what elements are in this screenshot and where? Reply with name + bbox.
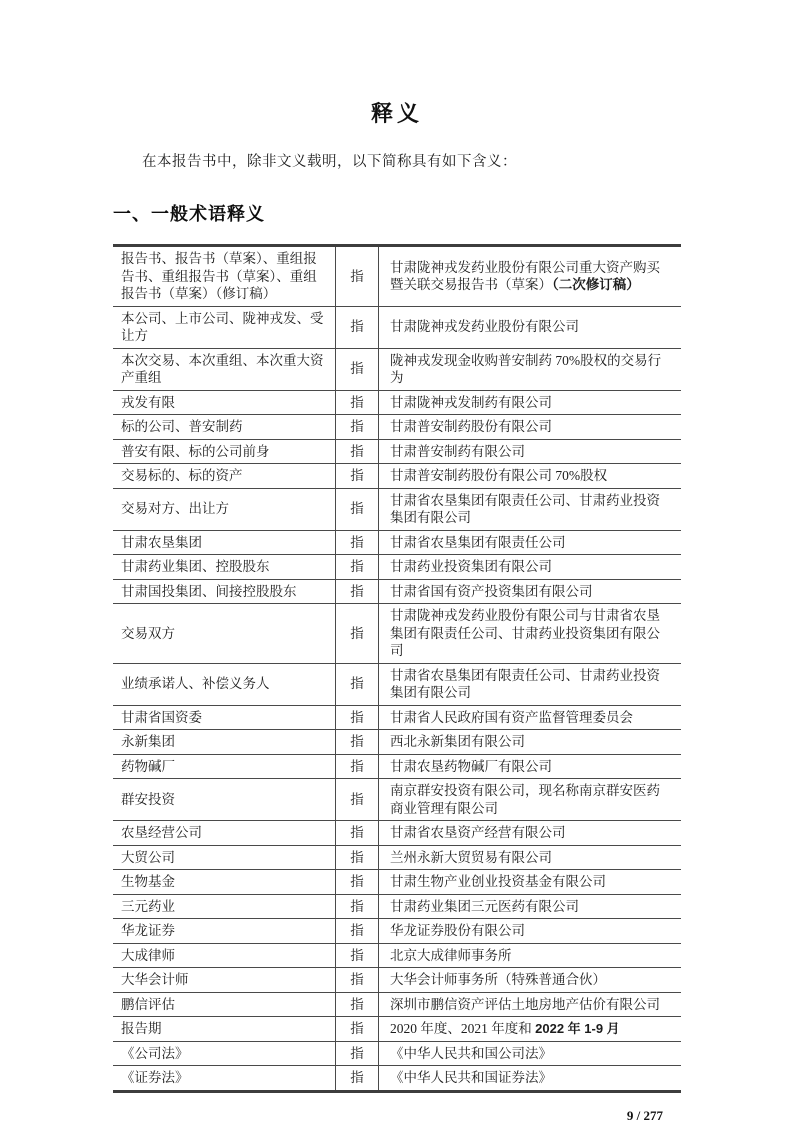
definition-segment: 甘肃陇神戎发药业股份有限公司重大资产购买暨关联交易报告书（草案） (390, 259, 660, 293)
term-cell: 大华会计师 (113, 968, 336, 993)
definition-cell (379, 415, 682, 440)
definitions-table (113, 244, 681, 1093)
indicator-cell: 指 (336, 464, 379, 489)
table-row (113, 530, 681, 555)
term-cell: 生物基金 (113, 870, 336, 895)
term-cell: 三元药业 (113, 894, 336, 919)
table-row (113, 464, 681, 489)
term-cell: 甘肃农垦集团 (113, 530, 336, 555)
term-cell: 甘肃药业集团、控股股东 (113, 555, 336, 580)
indicator-cell: 指 (336, 1041, 379, 1066)
definition-cell (379, 1017, 682, 1042)
table-row (113, 1066, 681, 1092)
term-cell: 报告书、报告书（草案）、重组报告书、重组报告书（草案）、重组报告书（草案）（修订稿） (113, 246, 336, 307)
indicator-cell: 指 (336, 348, 379, 390)
definition-segment-bold: 2022 年 1-9 月 (535, 1021, 620, 1036)
definition-cell (379, 663, 682, 705)
term-cell: 本次交易、本次重组、本次重大资产重组 (113, 348, 336, 390)
indicator-cell: 指 (336, 604, 379, 664)
table-row (113, 754, 681, 779)
indicator-cell: 指 (336, 754, 379, 779)
definition-cell (379, 555, 682, 580)
definition-cell (379, 464, 682, 489)
definition-cell (379, 870, 682, 895)
definition-segment: 南京群安投资有限公司，现名称南京群安医药商业管理有限公司 (390, 783, 660, 816)
definition-segment: 甘肃生物产业创业投资基金有限公司 (390, 874, 606, 889)
table-row (113, 604, 681, 664)
term-cell: 《公司法》 (113, 1041, 336, 1066)
definition-segment: 深圳市鹏信资产评估土地房地产估价有限公司 (390, 996, 660, 1012)
indicator-cell: 指 (336, 439, 379, 464)
definition-cell (379, 530, 682, 555)
term-cell: 标的公司、普安制药 (113, 415, 336, 440)
term-cell: 普安有限、标的公司前身 (113, 439, 336, 464)
definition-segment: 甘肃省农垦集团有限责任公司、甘肃药业投资集团有限公司 (390, 667, 660, 700)
definition-segment: 北京大成律师事务所 (390, 947, 512, 963)
indicator-cell: 指 (336, 870, 379, 895)
definition-cell (379, 488, 682, 530)
table-row (113, 555, 681, 580)
section-heading: 一、一般术语释义 (113, 204, 265, 224)
table-row (113, 968, 681, 993)
definition-segment: 西北永新集团有限公司 (390, 734, 525, 749)
definition-cell (379, 1041, 682, 1066)
definition-cell (379, 705, 682, 730)
indicator-cell: 指 (336, 1066, 379, 1092)
definition-cell (379, 754, 682, 779)
table-row (113, 943, 681, 968)
term-cell: 交易标的、标的资产 (113, 464, 336, 489)
indicator-cell: 指 (336, 415, 379, 440)
table-row (113, 439, 681, 464)
table-row (113, 579, 681, 604)
definition-segment: 《中华人民共和国证券法》 (390, 1070, 552, 1085)
term-cell: 永新集团 (113, 730, 336, 755)
definition-segment: 甘肃省农垦集团有限责任公司、甘肃药业投资集团有限公司 (390, 492, 660, 525)
definition-segment: 甘肃陇神戎发药业股份有限公司 (390, 319, 579, 335)
definition-cell (379, 604, 682, 664)
table-row (113, 845, 681, 870)
definition-cell (379, 730, 682, 755)
page-number: 9 / 277 (626, 1107, 663, 1122)
indicator-cell: 指 (336, 968, 379, 993)
definition-segment: 兰州永新大贸贸易有限公司 (390, 849, 552, 865)
term-cell: 鹏信评估 (113, 992, 336, 1017)
term-cell: 农垦经营公司 (113, 821, 336, 846)
indicator-cell: 指 (336, 943, 379, 968)
indicator-cell: 指 (336, 530, 379, 555)
table-row (113, 870, 681, 895)
intro-paragraph: 在本报告书中，除非文义载明，以下简称具有如下含义： (142, 154, 517, 170)
term-cell: 群安投资 (113, 779, 336, 821)
term-cell: 《证券法》 (113, 1066, 336, 1092)
definition-segment: 甘肃普安制药有限公司 (390, 443, 525, 459)
definition-cell (379, 390, 682, 415)
term-cell: 药物碱厂 (113, 754, 336, 779)
definitions-table-body (113, 246, 681, 1092)
indicator-cell: 指 (336, 992, 379, 1017)
indicator-cell: 指 (336, 663, 379, 705)
definition-cell (379, 894, 682, 919)
table-row (113, 663, 681, 705)
term-cell: 交易对方、出让方 (113, 488, 336, 530)
definition-cell (379, 306, 682, 348)
table-row (113, 415, 681, 440)
definition-segment: 甘肃普安制药股份有限公司 (390, 419, 552, 434)
table-row (113, 894, 681, 919)
term-cell: 戎发有限 (113, 390, 336, 415)
term-cell: 甘肃省国资委 (113, 705, 336, 730)
definition-cell (379, 348, 682, 390)
definition-segment-bold: （二次修订稿） (552, 277, 640, 293)
indicator-cell: 指 (336, 779, 379, 821)
table-row (113, 779, 681, 821)
definition-segment: 甘肃药业集团三元医药有限公司 (390, 898, 579, 914)
definition-cell (379, 992, 682, 1017)
definition-segment: 甘肃陇神戎发制药有限公司 (390, 394, 552, 410)
table-row (113, 348, 681, 390)
definition-segment: 甘肃普安制药股份有限公司 70%股权 (390, 468, 608, 483)
indicator-cell: 指 (336, 579, 379, 604)
page-title: 释义 (370, 101, 423, 126)
definition-segment: 大华会计师事务所（特殊普通合伙） (390, 972, 606, 987)
indicator-cell: 指 (336, 390, 379, 415)
definition-segment: 甘肃省农垦资产经营有限公司 (390, 825, 566, 840)
definition-segment: 陇神戎发现金收购普安制药 70%股权的交易行为 (390, 352, 662, 385)
table-row (113, 730, 681, 755)
term-cell: 大贸公司 (113, 845, 336, 870)
definition-segment: 《中华人民共和国公司法》 (390, 1045, 552, 1061)
definition-cell (379, 246, 682, 307)
indicator-cell: 指 (336, 246, 379, 307)
table-row (113, 488, 681, 530)
indicator-cell: 指 (336, 730, 379, 755)
term-cell: 华龙证券 (113, 919, 336, 944)
definition-cell (379, 821, 682, 846)
table-row (113, 390, 681, 415)
table-row (113, 705, 681, 730)
indicator-cell: 指 (336, 488, 379, 530)
table-row (113, 1041, 681, 1066)
term-cell: 业绩承诺人、补偿义务人 (113, 663, 336, 705)
indicator-cell: 指 (336, 919, 379, 944)
term-cell: 交易双方 (113, 604, 336, 664)
term-cell: 报告期 (113, 1017, 336, 1042)
indicator-cell: 指 (336, 306, 379, 348)
definition-segment: 甘肃农垦药物碱厂有限公司 (390, 758, 552, 774)
definition-cell (379, 845, 682, 870)
definition-cell (379, 439, 682, 464)
term-cell: 大成律师 (113, 943, 336, 968)
definition-segment: 甘肃陇神戎发药业股份有限公司与甘肃省农垦集团有限责任公司、甘肃药业投资集团有限公司 (390, 608, 660, 658)
definition-cell (379, 779, 682, 821)
definition-cell (379, 919, 682, 944)
definition-segment: 华龙证券股份有限公司 (390, 923, 525, 938)
indicator-cell: 指 (336, 821, 379, 846)
indicator-cell: 指 (336, 845, 379, 870)
definition-segment: 甘肃省农垦集团有限责任公司 (390, 534, 566, 550)
table-row (113, 919, 681, 944)
definition-cell (379, 579, 682, 604)
definition-segment: 2020 年度、2021 年度和 (390, 1021, 536, 1036)
table-row (113, 821, 681, 846)
indicator-cell: 指 (336, 894, 379, 919)
indicator-cell: 指 (336, 1017, 379, 1042)
indicator-cell: 指 (336, 705, 379, 730)
table-row (113, 1017, 681, 1042)
definition-segment: 甘肃省人民政府国有资产监督管理委员会 (390, 709, 633, 725)
definition-cell (379, 968, 682, 993)
definition-segment: 甘肃药业投资集团有限公司 (390, 559, 552, 574)
table-row (113, 306, 681, 348)
term-cell: 本公司、上市公司、陇神戎发、受让方 (113, 306, 336, 348)
definition-cell (379, 1066, 682, 1092)
definition-cell (379, 943, 682, 968)
term-cell: 甘肃国投集团、间接控股股东 (113, 579, 336, 604)
definition-segment: 甘肃省国有资产投资集团有限公司 (390, 583, 593, 599)
table-row (113, 992, 681, 1017)
table-row (113, 246, 681, 307)
indicator-cell: 指 (336, 555, 379, 580)
